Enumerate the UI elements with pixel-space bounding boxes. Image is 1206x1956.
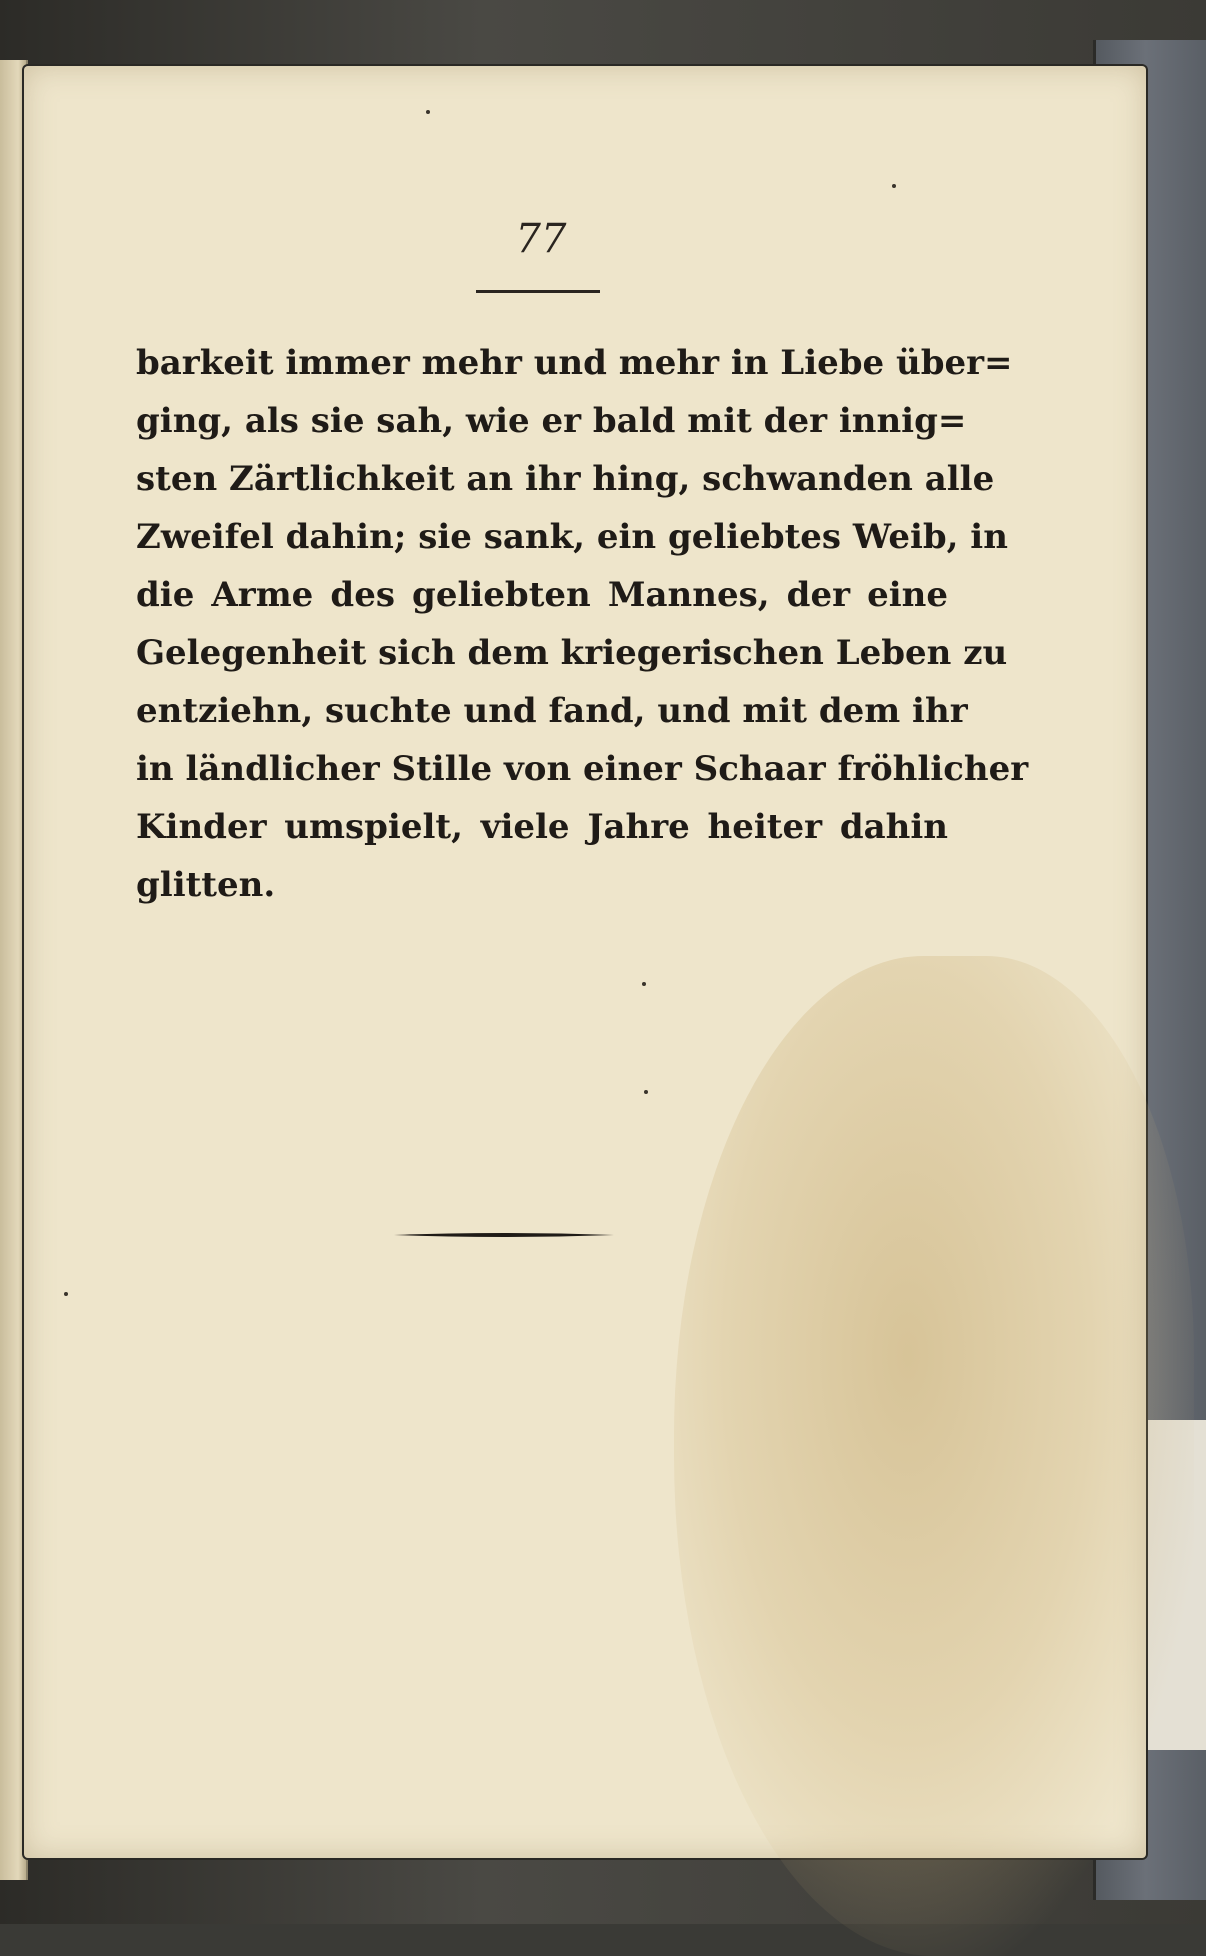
text-line: in ländlicher Stille von einer Schaar fröhlicher: [136, 749, 1029, 789]
body-text: [136, 334, 1029, 914]
text-line: ging, als sie sah, wie er bald mit der innig=: [136, 401, 967, 441]
text-line: die Arme des geliebten Mannes, der eine: [136, 575, 948, 615]
ink-speck: [892, 184, 896, 188]
text-line: Zweifel dahin; sie sank, ein geliebtes Weib, in: [136, 517, 1008, 557]
ink-speck: [426, 110, 430, 114]
end-ornament-rule: [394, 1232, 614, 1238]
water-stain: [674, 956, 1194, 1956]
ink-speck: [64, 1292, 68, 1296]
text-line: sten Zärtlichkeit an ihr hing, schwanden alle: [136, 459, 995, 499]
book-page: [24, 66, 1146, 1858]
page-number: 77: [515, 216, 567, 262]
text-line: glitten.: [136, 865, 276, 905]
text-line: Gelegenheit sich dem kriegerischen Leben zu: [136, 633, 1008, 673]
text-line: entziehn, suchte und fand, und mit dem ihr: [136, 691, 968, 731]
ink-speck: [644, 1090, 648, 1094]
ink-speck: [642, 982, 646, 986]
text-line: Kinder umspielt, viele Jahre heiter dahin: [136, 807, 948, 847]
text-line: barkeit immer mehr und mehr in Liebe über=: [136, 343, 1013, 383]
header-rule: [476, 290, 600, 293]
